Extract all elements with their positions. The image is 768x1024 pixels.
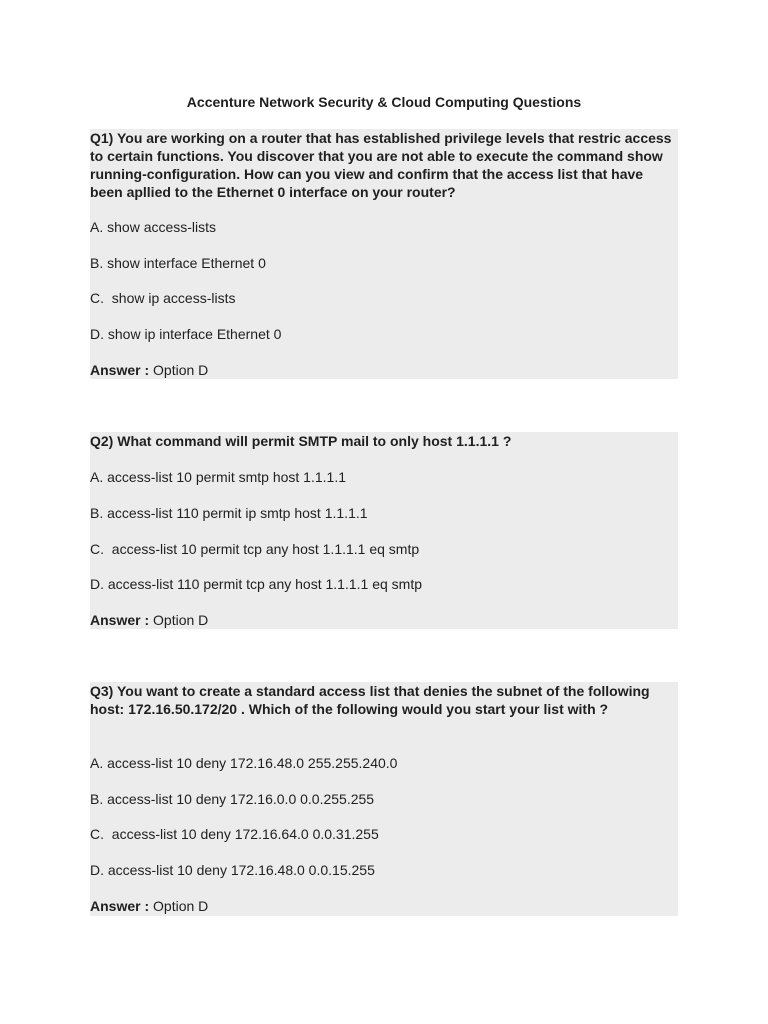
answer [90, 897, 208, 915]
option-c: C. show ip access-lists [90, 290, 236, 306]
option-a: A. access-list 10 deny 172.16.48.0 255.255.240.0 [90, 755, 398, 771]
question-text: Q3) You want to create a standard access list that denies the subnet of the following host: 172.16.50.172/20 . Which of the following would you start your list with ? [90, 683, 650, 717]
question-text: Q1) You are working on a router that has established privilege levels that restric access to certain functions. You discover that you are not able to execute the command show running-configuration. How can you view and confirm that the access list that have been apllied to the Ethernet 0 interface on your router? [90, 130, 672, 200]
answer [90, 361, 208, 379]
option-a: A. show access-lists [90, 219, 217, 235]
option-d: D. access-list 110 permit tcp any host 1.1.1.1 eq smtp [90, 576, 423, 592]
question-text: Q2) What command will permit SMTP mail to only host 1.1.1.1 ? [90, 433, 512, 449]
option-b: B. access-list 10 deny 172.16.0.0 0.0.255.255 [90, 791, 375, 807]
answer-value: Option D [149, 362, 209, 378]
answer-value: Option D [149, 898, 209, 914]
question-block-1 [90, 129, 678, 379]
answer-label: Answer : [90, 898, 150, 914]
answer-label: Answer : [90, 362, 150, 378]
answer-label: Answer : [90, 612, 150, 628]
option-d: D. access-list 10 deny 172.16.48.0 0.0.15.255 [90, 862, 375, 878]
option-b: B. show interface Ethernet 0 [90, 255, 266, 271]
question-block-3 [90, 682, 678, 916]
answer [90, 611, 208, 629]
option-a: A. access-list 10 permit smtp host 1.1.1.1 [90, 469, 346, 485]
answer-value: Option D [149, 612, 209, 628]
option-c: C. access-list 10 permit tcp any host 1.1.1.1 eq smtp [90, 541, 420, 557]
option-b: B. access-list 110 permit ip smtp host 1.1.1.1 [90, 505, 368, 521]
option-d: D. show ip interface Ethernet 0 [90, 326, 282, 342]
option-c: C. access-list 10 deny 172.16.64.0 0.0.31.255 [90, 826, 379, 842]
question-block-2 [90, 432, 678, 629]
page-title: Accenture Network Security & Cloud Computing Questions [186, 94, 582, 110]
